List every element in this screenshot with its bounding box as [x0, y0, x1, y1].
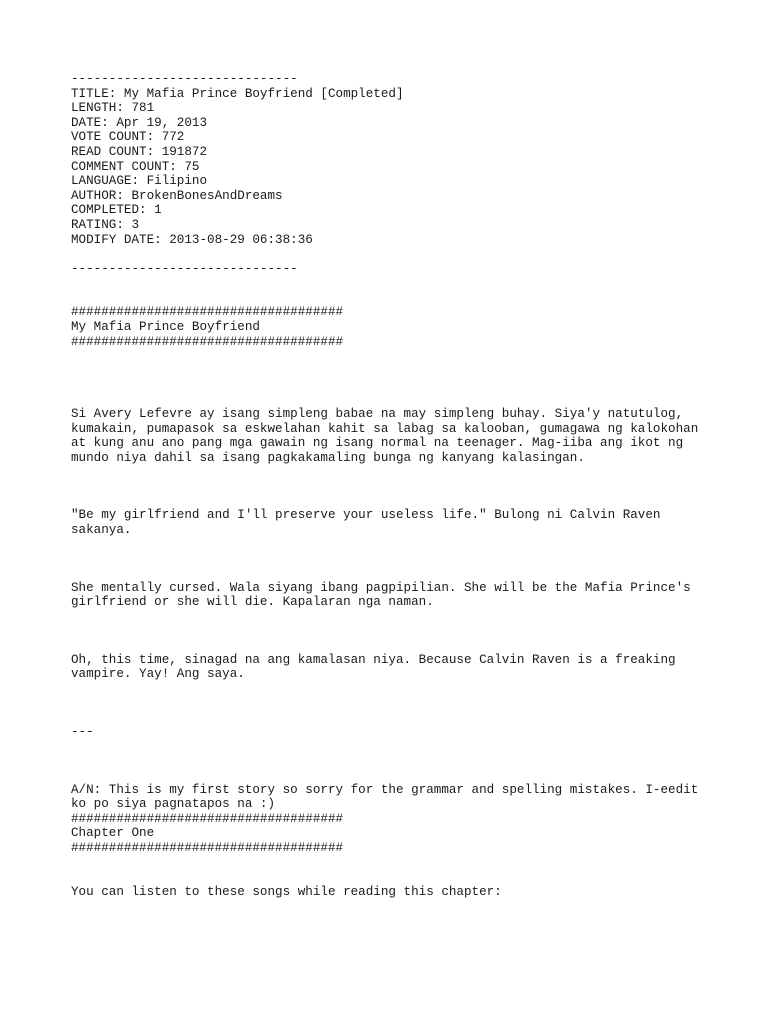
metadata-completed: COMPLETED: 1	[71, 203, 162, 218]
synopsis-paragraph	[71, 581, 711, 610]
synopsis-p1-line: kumakain, pumapasok sa eskwelahan kahit sa labag sa kalooban, gumagawa ng kalokohan	[71, 421, 699, 436]
metadata-vote-count: VOTE COUNT: 772	[71, 130, 185, 145]
synopsis-p2-line: "Be my girlfriend and I'll preserve your useless life." Bulong ni Calvin Raven	[71, 508, 661, 523]
synopsis-paragraph	[71, 407, 711, 465]
metadata-read-count: READ COUNT: 191872	[71, 144, 208, 159]
synopsis-p4-line: vampire. Yay! Ang saya.	[71, 667, 245, 682]
metadata-language: LANGUAGE: Filipino	[71, 174, 208, 189]
metadata-length: LENGTH: 781	[71, 101, 155, 116]
metadata-comment-count: COMMENT COUNT: 75	[71, 159, 200, 174]
story-title: My Mafia Prince Boyfriend	[71, 319, 260, 334]
story-header	[71, 305, 711, 349]
metadata-divider-top: ------------------------------	[71, 72, 298, 86]
document-page	[71, 72, 711, 899]
author-note	[71, 783, 711, 812]
synopsis-p2-line: sakanya.	[71, 523, 132, 538]
synopsis-p4-line: Oh, this time, sinagad na ang kamalasan niya. Because Calvin Raven is a freaking	[71, 652, 676, 667]
synopsis-p1-line: Si Avery Lefevre ay isang simpleng babae na may simpleng buhay. Siya'y natutulog,	[71, 407, 684, 422]
author-note-line: ko po siya pagnatapos na :)	[71, 797, 276, 812]
metadata-modify-date: MODIFY DATE: 2013-08-29 06:38:36	[71, 232, 313, 247]
synopsis-paragraph	[71, 653, 711, 682]
synopsis-paragraph	[71, 508, 711, 537]
chapter-header-hash-bottom: ####################################	[71, 841, 344, 855]
author-note-line: A/N: This is my first story so sorry for the grammar and spelling mistakes. I-eedit	[71, 782, 699, 797]
chapter-intro-text: You can listen to these songs while reading this chapter:	[71, 884, 502, 899]
metadata-divider-bottom: ------------------------------	[71, 261, 298, 276]
chapter-title: Chapter One	[71, 826, 155, 841]
synopsis-p1-line: mundo niya dahil sa isang pagkakamaling bunga ng kanyang kalasingan.	[71, 450, 585, 465]
story-header-hash-bottom: ####################################	[71, 334, 344, 349]
metadata-rating: RATING: 3	[71, 217, 140, 232]
chapter-header-hash-top: ####################################	[71, 811, 344, 826]
metadata-title: TITLE: My Mafia Prince Boyfriend [Completed]	[71, 86, 404, 101]
section-separator: ---	[71, 725, 94, 740]
metadata-date: DATE: Apr 19, 2013	[71, 115, 208, 130]
synopsis-p1-line: at kung anu ano pang mga gawain ng isang normal na teenager. Mag-iiba ang ikot ng	[71, 436, 684, 451]
metadata-author: AUTHOR: BrokenBonesAndDreams	[71, 188, 283, 203]
chapter-header	[71, 812, 711, 856]
metadata-block	[71, 72, 711, 276]
synopsis-p3-line: She mentally cursed. Wala siyang ibang pagpipilian. She will be the Mafia Prince's	[71, 580, 691, 595]
story-header-hash-top: ####################################	[71, 305, 344, 320]
synopsis-p3-line: girlfriend or she will die. Kapalaran nga naman.	[71, 595, 434, 610]
